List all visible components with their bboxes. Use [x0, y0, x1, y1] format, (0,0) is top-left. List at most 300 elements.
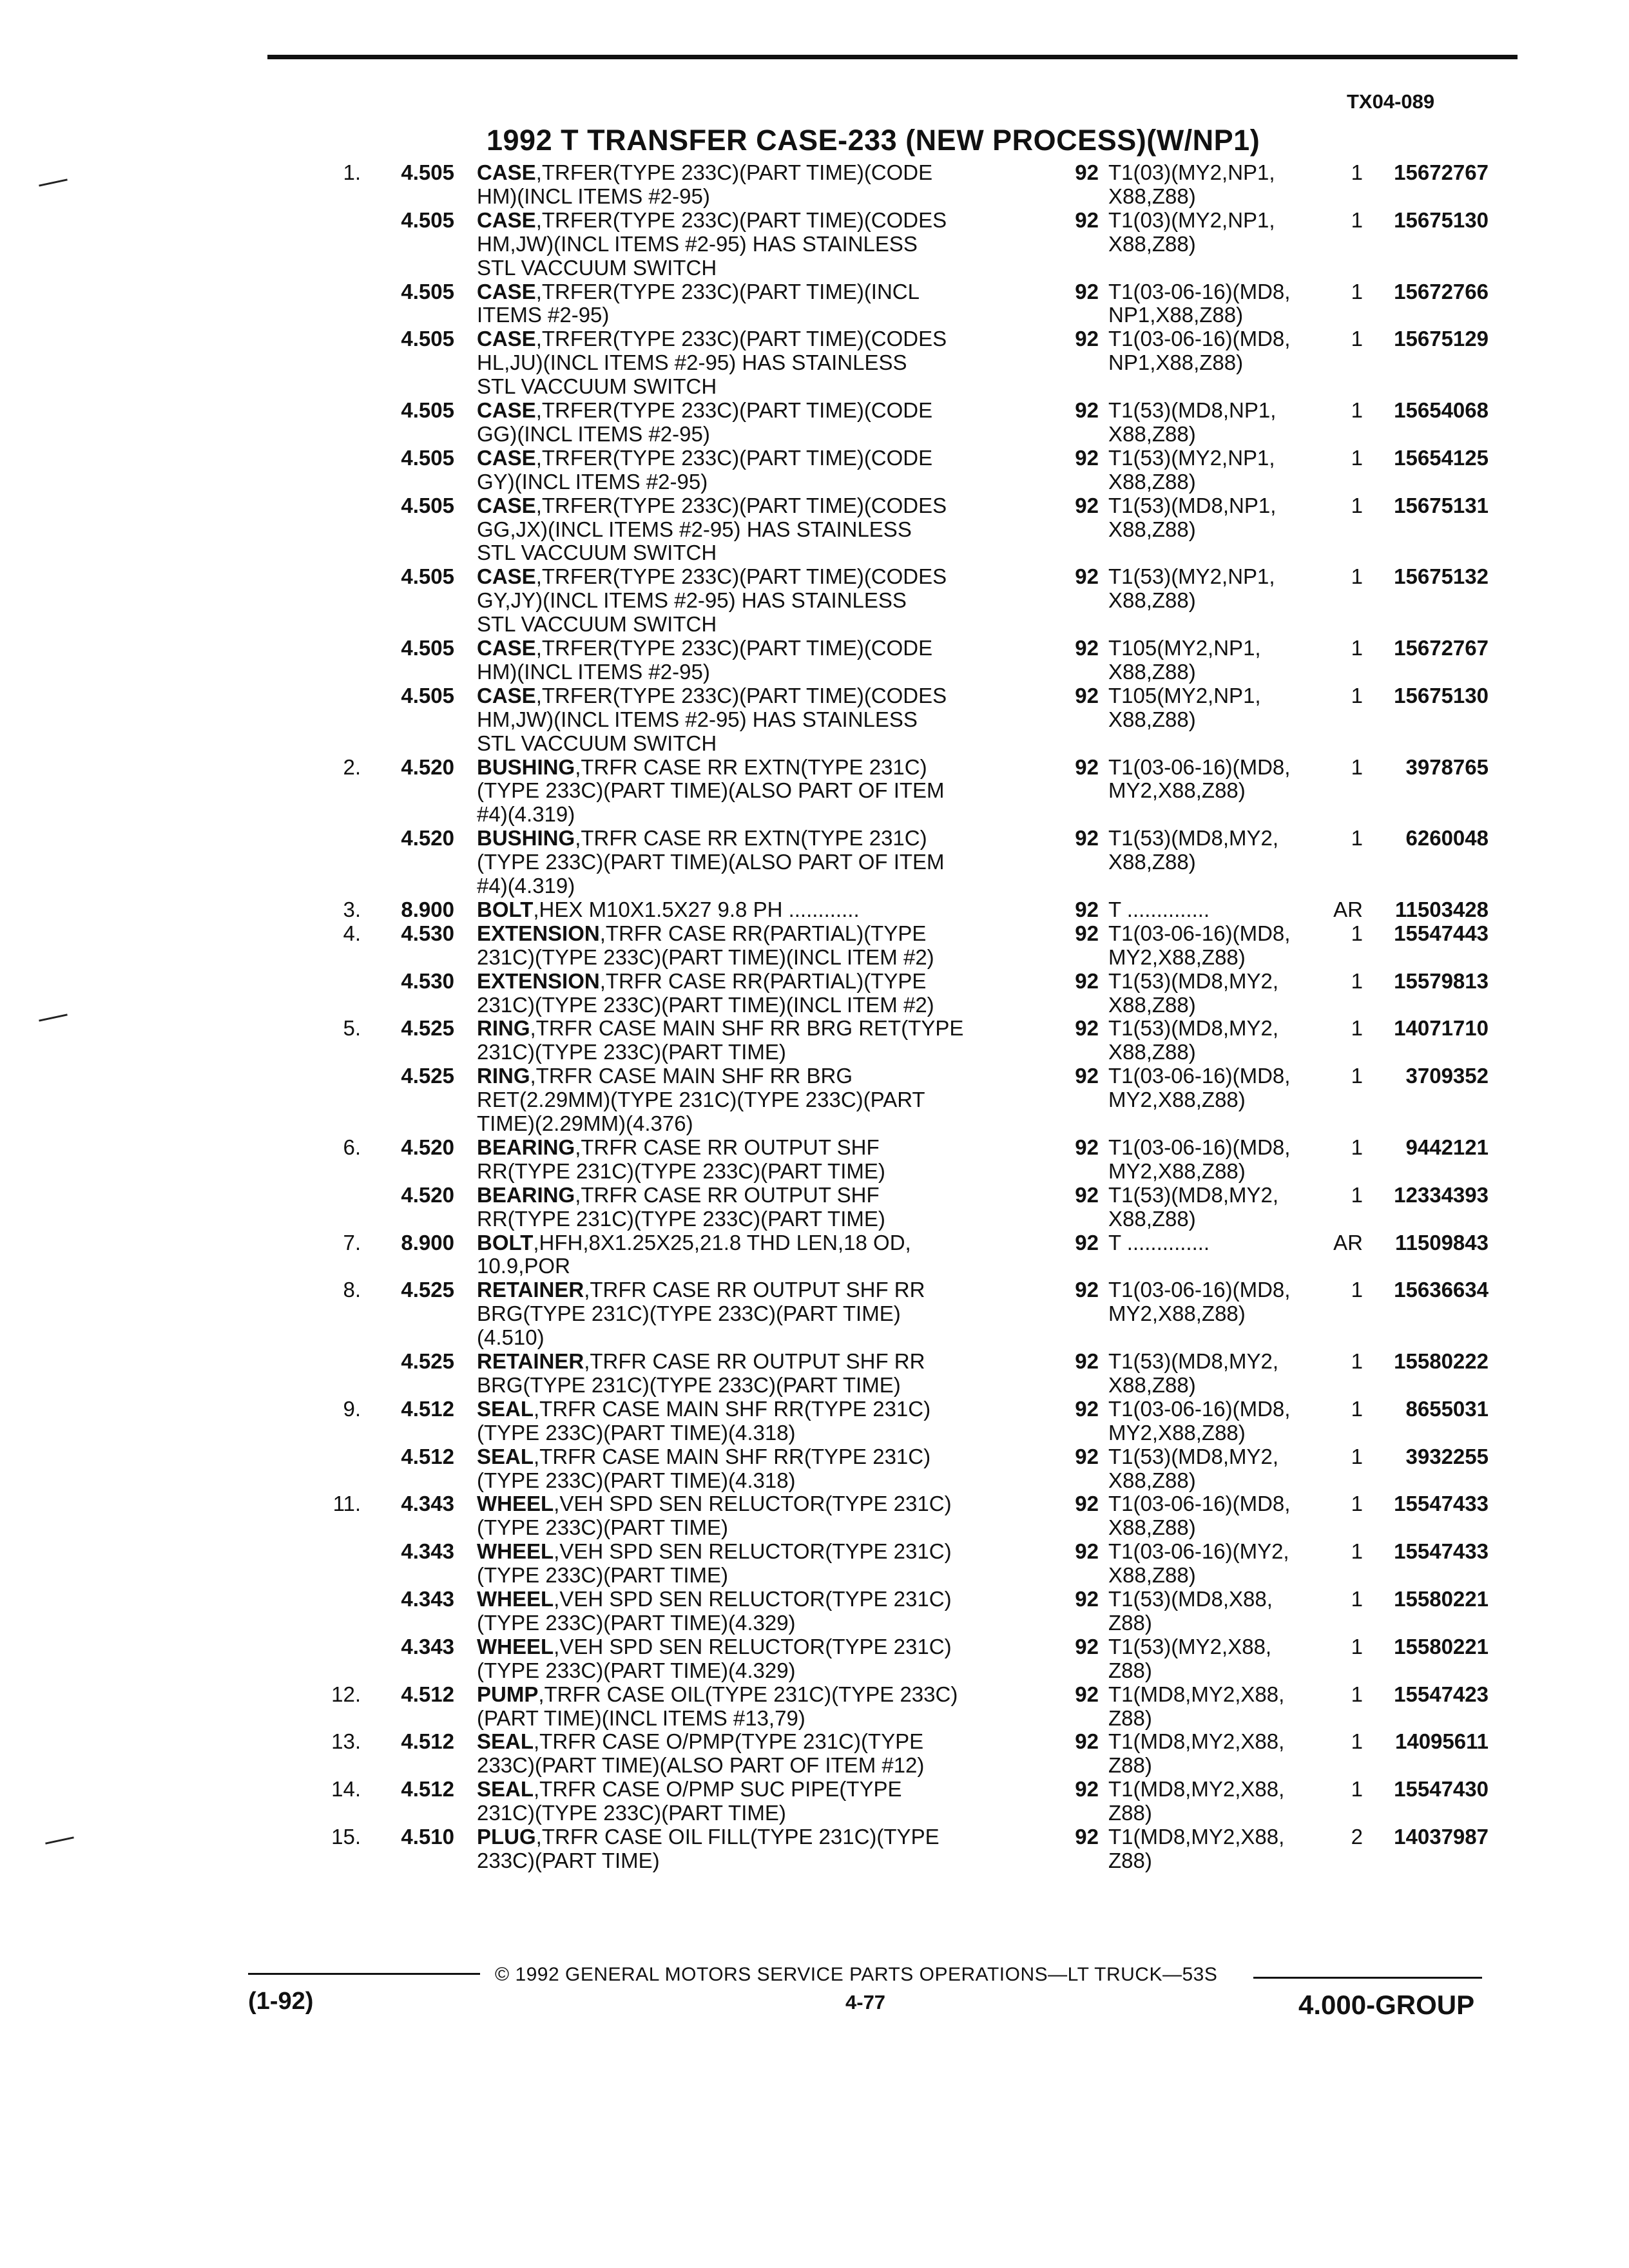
description-text: RR(TYPE 231C)(TYPE 233C)(PART TIME): [477, 1159, 885, 1183]
application: T1(03-06-16)(MD8,: [1108, 1135, 1291, 1159]
group-number: 4.505: [401, 446, 454, 470]
application: T1(53)(MD8,MY2,: [1108, 1183, 1279, 1207]
quantity: 1: [1351, 1682, 1363, 1706]
group-number: 4.343: [401, 1539, 454, 1563]
part-number: 15579813: [1394, 969, 1489, 993]
description: [477, 327, 947, 351]
description-text: (TYPE 233C)(PART TIME)(4.329): [477, 1658, 796, 1682]
description: [477, 1160, 885, 1183]
quantity: 1: [1351, 1729, 1363, 1753]
part-name: SEAL: [477, 1397, 534, 1421]
quantity: 1: [1351, 1349, 1363, 1373]
part-name: WHEEL: [477, 1635, 554, 1658]
application: T1(MD8,MY2,X88,: [1108, 1825, 1285, 1849]
description-text: ,TRFER(TYPE 233C)(PART TIME)(CODE: [535, 636, 933, 660]
description: [477, 1635, 952, 1658]
ref-number: 7.: [343, 1231, 361, 1254]
part-number: 3709352: [1405, 1064, 1489, 1088]
part-number: 15672767: [1394, 160, 1489, 184]
description: [477, 565, 947, 588]
application: T1(53)(MD8,MY2,: [1108, 969, 1279, 993]
application: T1(03-06-16)(MD8,: [1108, 1064, 1291, 1088]
description: [477, 233, 918, 256]
part-name: BOLT: [477, 898, 534, 921]
description-text: ITEMS #2-95): [477, 303, 610, 327]
part-name: CASE: [477, 684, 536, 707]
description-text: ,TRFR CASE RR EXTN(TYPE 231C): [575, 826, 927, 850]
group-number: 4.525: [401, 1064, 454, 1088]
description-text: (PART TIME)(INCL ITEMS #13,79): [477, 1706, 805, 1730]
part-name: CASE: [477, 564, 536, 588]
description: [477, 708, 918, 731]
description-text: GG,JX)(INCL ITEMS #2-95) HAS STAINLESS: [477, 517, 912, 541]
model-year: 92: [1075, 446, 1099, 470]
model-year: 92: [1075, 1682, 1099, 1706]
application: T1(53)(MY2,NP1,: [1108, 446, 1275, 470]
part-number: 3978765: [1405, 755, 1489, 779]
application: Z88): [1108, 1611, 1152, 1635]
application: T1(03)(MY2,NP1,: [1108, 160, 1275, 184]
description: [477, 185, 710, 208]
description-text: ,TRFR CASE O/PMP(TYPE 231C)(TYPE: [534, 1729, 924, 1753]
description: [477, 637, 932, 660]
quantity: 1: [1351, 1397, 1363, 1421]
description: [477, 1302, 901, 1325]
description-text: ,TRFR CASE MAIN SHF RR BRG RET(TYPE: [530, 1016, 964, 1040]
description: [477, 1611, 796, 1635]
quantity: 1: [1351, 208, 1363, 232]
part-name: PUMP: [477, 1682, 539, 1706]
application: Z88): [1108, 1801, 1152, 1825]
group-number: 8.900: [401, 1231, 454, 1254]
description-text: STL VACCUUM SWITCH: [477, 374, 717, 398]
description: [477, 1088, 925, 1111]
group-number: 4.520: [401, 755, 454, 779]
description: [477, 303, 609, 327]
part-number: 9442121: [1405, 1135, 1489, 1159]
part-number: 15672767: [1394, 636, 1489, 660]
group-number: 4.510: [401, 1825, 454, 1849]
description: [477, 1707, 805, 1730]
application: T1(53)(MD8,MY2,: [1108, 1349, 1279, 1373]
model-year: 92: [1075, 1825, 1099, 1849]
model-year: 92: [1075, 1016, 1099, 1040]
description: [477, 161, 932, 184]
group-number: 4.512: [401, 1445, 454, 1468]
part-name: EXTENSION: [477, 921, 600, 945]
model-year: 92: [1075, 826, 1099, 850]
ref-number: 15.: [331, 1825, 361, 1849]
description-text: 231C)(TYPE 233C)(PART TIME): [477, 1040, 786, 1064]
quantity: 1: [1351, 446, 1363, 470]
group-number: 4.505: [401, 327, 454, 351]
description-text: HM)(INCL ITEMS #2-95): [477, 660, 710, 684]
model-year: 92: [1075, 1135, 1099, 1159]
footer-copyright: © 1992 GENERAL MOTORS SERVICE PARTS OPERATIONS—LT TRUCK—53S: [495, 1964, 1218, 1985]
group-number: 4.520: [401, 1183, 454, 1207]
part-number: 15654125: [1394, 446, 1489, 470]
description-text: ,HFH,8X1.25X25,21.8 THD LEN,18 OD,: [533, 1231, 911, 1254]
part-number: 15672766: [1394, 280, 1489, 303]
group-number: 4.505: [401, 398, 454, 422]
description: [477, 375, 717, 398]
description-text: RET(2.29MM)(TYPE 231C)(TYPE 233C)(PART: [477, 1088, 925, 1111]
ref-number: 1.: [343, 160, 361, 184]
application: Z88): [1108, 1706, 1152, 1730]
application: MY2,X88,Z88): [1108, 1421, 1246, 1445]
description: [477, 994, 934, 1017]
model-year: 92: [1075, 1231, 1099, 1254]
margin-mark: [45, 1836, 74, 1844]
description: [477, 1730, 923, 1753]
description: [477, 1064, 853, 1088]
description-text: ,TRFR CASE MAIN SHF RR BRG: [530, 1064, 853, 1088]
quantity: 2: [1351, 1825, 1363, 1849]
part-name: CASE: [477, 160, 536, 184]
description-text: ,VEH SPD SEN RELUCTOR(TYPE 231C): [554, 1539, 952, 1563]
footer-rule-right: [1253, 1977, 1482, 1979]
description: [477, 1659, 796, 1682]
part-number: 15675131: [1394, 494, 1489, 517]
description: [477, 1802, 786, 1825]
description-text: ,TRFR CASE MAIN SHF RR(TYPE 231C): [534, 1445, 931, 1468]
part-name: BEARING: [477, 1183, 575, 1207]
part-number: 15675129: [1394, 327, 1489, 351]
application: NP1,X88,Z88): [1108, 351, 1244, 374]
part-name: RING: [477, 1016, 530, 1040]
part-number: 11503428: [1394, 898, 1489, 921]
part-name: CASE: [477, 636, 536, 660]
application: X88,Z88): [1108, 1515, 1196, 1539]
description: [477, 850, 945, 874]
application: Z88): [1108, 1658, 1152, 1682]
group-number: 4.525: [401, 1349, 454, 1373]
application: T1(03-06-16)(MD8,: [1108, 327, 1291, 351]
group-number: 4.343: [401, 1492, 454, 1515]
quantity: 1: [1351, 280, 1363, 303]
description: [477, 874, 575, 898]
application: T1(53)(MY2,NP1,: [1108, 564, 1275, 588]
description-text: BRG(TYPE 231C)(TYPE 233C)(PART TIME): [477, 1373, 901, 1397]
description: [477, 351, 907, 374]
description-text: (TYPE 233C)(PART TIME)(4.318): [477, 1468, 796, 1492]
description-text: ,TRFER(TYPE 233C)(PART TIME)(CODE: [535, 446, 933, 470]
description-text: (TYPE 233C)(PART TIME)(ALSO PART OF ITEM: [477, 850, 945, 874]
application: MY2,X88,Z88): [1108, 1159, 1246, 1183]
part-number: 15675130: [1394, 684, 1489, 707]
description-text: ,TRFR CASE RR(PARTIAL)(TYPE: [599, 921, 927, 945]
description: [477, 827, 927, 850]
part-name: CASE: [477, 494, 536, 517]
footer-date-code: (1-92): [248, 1988, 314, 2015]
quantity: 1: [1351, 969, 1363, 993]
document-id: TX04-089: [1347, 90, 1435, 113]
description: [477, 1326, 545, 1349]
part-number: 15547433: [1394, 1492, 1489, 1515]
application: MY2,X88,Z88): [1108, 778, 1246, 802]
page-title: 1992 T TRANSFER CASE-233 (NEW PROCESS)(W/NP1): [487, 124, 1260, 157]
application: T ..............: [1108, 1231, 1210, 1254]
group-number: 4.512: [401, 1682, 454, 1706]
part-number: 14095611: [1394, 1729, 1489, 1753]
description: [477, 970, 926, 993]
part-name: BOLT: [477, 1231, 534, 1254]
description-text: ,TRFER(TYPE 233C)(PART TIME)(CODE: [535, 398, 933, 422]
part-number: 8655031: [1405, 1397, 1489, 1421]
model-year: 92: [1075, 636, 1099, 660]
group-number: 4.505: [401, 208, 454, 232]
model-year: 92: [1075, 327, 1099, 351]
description-text: ,TRFER(TYPE 233C)(PART TIME)(INCL: [535, 280, 920, 303]
description: [477, 922, 926, 945]
description: [477, 1421, 796, 1445]
part-number: 15547433: [1394, 1539, 1489, 1563]
description: [477, 1278, 925, 1302]
group-number: 4.512: [401, 1397, 454, 1421]
model-year: 92: [1075, 898, 1099, 921]
description: [477, 1825, 940, 1849]
application: T1(MD8,MY2,X88,: [1108, 1729, 1285, 1753]
part-name: WHEEL: [477, 1539, 554, 1563]
application: X88,Z88): [1108, 660, 1196, 684]
description-text: ,TRFER(TYPE 233C)(PART TIME)(CODES: [535, 494, 947, 517]
description-text: ,HEX M10X1.5X27 9.8 PH ............: [533, 898, 860, 921]
description-text: ,TRFER(TYPE 233C)(PART TIME)(CODES: [535, 208, 947, 232]
part-name: CASE: [477, 446, 536, 470]
description-text: (TYPE 233C)(PART TIME)(4.329): [477, 1611, 796, 1635]
quantity: 1: [1351, 564, 1363, 588]
group-number: 8.900: [401, 898, 454, 921]
application: X88,Z88): [1108, 1373, 1196, 1397]
description: [477, 518, 912, 541]
ref-number: 6.: [343, 1135, 361, 1159]
model-year: 92: [1075, 755, 1099, 779]
ref-number: 5.: [343, 1016, 361, 1040]
quantity: 1: [1351, 1278, 1363, 1302]
part-number: 15675132: [1394, 564, 1489, 588]
ref-number: 2.: [343, 755, 361, 779]
application: T1(MD8,MY2,X88,: [1108, 1682, 1285, 1706]
description: [477, 256, 717, 280]
application: T105(MY2,NP1,: [1108, 636, 1261, 660]
description: [477, 1754, 924, 1777]
application: X88,Z88): [1108, 517, 1196, 541]
application: T1(03-06-16)(MD8,: [1108, 755, 1291, 779]
margin-mark: [39, 1014, 68, 1021]
application: Z88): [1108, 1753, 1152, 1777]
model-year: 92: [1075, 1539, 1099, 1563]
part-name: RETAINER: [477, 1278, 584, 1302]
description-text: 233C)(PART TIME): [477, 1849, 660, 1872]
group-number: 4.505: [401, 636, 454, 660]
part-number: 15580221: [1394, 1587, 1489, 1611]
application: T1(53)(MD8,MY2,: [1108, 826, 1279, 850]
description: [477, 1564, 728, 1587]
description: [477, 898, 860, 921]
application: MY2,X88,Z88): [1108, 1302, 1246, 1325]
quantity: 1: [1351, 1635, 1363, 1658]
description-text: (TYPE 233C)(PART TIME): [477, 1563, 728, 1587]
quantity: 1: [1351, 1016, 1363, 1040]
application: T1(53)(MY2,X88,: [1108, 1635, 1272, 1658]
application: T1(03-06-16)(MD8,: [1108, 1397, 1291, 1421]
description: [477, 423, 710, 446]
part-number: 15675130: [1394, 208, 1489, 232]
part-name: CASE: [477, 398, 536, 422]
application: T1(53)(MD8,X88,: [1108, 1587, 1273, 1611]
application: T1(03-06-16)(MD8,: [1108, 280, 1291, 303]
model-year: 92: [1075, 1777, 1099, 1801]
description: [477, 494, 947, 517]
model-year: 92: [1075, 1492, 1099, 1515]
description-text: STL VACCUUM SWITCH: [477, 541, 717, 564]
description: [477, 1398, 930, 1421]
description-text: ,TRFR CASE OIL(TYPE 231C)(TYPE 233C): [538, 1682, 958, 1706]
description-text: (TYPE 233C)(PART TIME)(4.318): [477, 1421, 796, 1445]
quantity: 1: [1351, 494, 1363, 517]
description: [477, 209, 947, 232]
description: [477, 280, 920, 303]
application: T1(53)(MD8,MY2,: [1108, 1445, 1279, 1468]
part-number: 6260048: [1405, 826, 1489, 850]
description-text: ,TRFR CASE OIL FILL(TYPE 231C)(TYPE: [535, 1825, 940, 1849]
quantity: 1: [1351, 1064, 1363, 1088]
group-number: 4.505: [401, 160, 454, 184]
group-number: 4.505: [401, 280, 454, 303]
group-number: 4.520: [401, 1135, 454, 1159]
description-text: STL VACCUUM SWITCH: [477, 256, 717, 280]
ref-number: 13.: [331, 1729, 361, 1753]
part-number: 15547430: [1394, 1777, 1489, 1801]
application: T ..............: [1108, 898, 1210, 921]
model-year: 92: [1075, 1064, 1099, 1088]
description-text: (TYPE 233C)(PART TIME)(ALSO PART OF ITEM: [477, 778, 945, 802]
description: [477, 779, 945, 802]
top-rule: [267, 55, 1518, 59]
description-text: ,TRFER(TYPE 233C)(PART TIME)(CODES: [535, 684, 947, 707]
application: T1(MD8,MY2,X88,: [1108, 1777, 1285, 1801]
description: [477, 1445, 930, 1468]
description-text: (TYPE 233C)(PART TIME): [477, 1515, 728, 1539]
part-name: CASE: [477, 208, 536, 232]
part-name: PLUG: [477, 1825, 536, 1849]
description-text: ,TRFR CASE RR(PARTIAL)(TYPE: [599, 969, 927, 993]
application: MY2,X88,Z88): [1108, 1088, 1246, 1111]
model-year: 92: [1075, 1587, 1099, 1611]
model-year: 92: [1075, 969, 1099, 993]
quantity: 1: [1351, 1135, 1363, 1159]
description: [477, 447, 932, 470]
application: T105(MY2,NP1,: [1108, 684, 1261, 707]
description-text: #4)(4.319): [477, 802, 575, 826]
description: [477, 1516, 728, 1539]
application: Z88): [1108, 1849, 1152, 1872]
part-name: CASE: [477, 327, 536, 351]
group-number: 4.505: [401, 684, 454, 707]
description-text: 231C)(TYPE 233C)(PART TIME)(INCL ITEM #2): [477, 945, 934, 969]
group-number: 4.343: [401, 1635, 454, 1658]
model-year: 92: [1075, 280, 1099, 303]
part-number: 15547423: [1394, 1682, 1489, 1706]
part-number: 11509843: [1394, 1231, 1489, 1254]
model-year: 92: [1075, 1635, 1099, 1658]
application: MY2,X88,Z88): [1108, 945, 1246, 969]
part-name: BEARING: [477, 1135, 575, 1159]
quantity: 1: [1351, 826, 1363, 850]
application: T1(53)(MD8,NP1,: [1108, 398, 1277, 422]
part-name: WHEEL: [477, 1492, 554, 1515]
quantity: 1: [1351, 1777, 1363, 1801]
description-text: RR(TYPE 231C)(TYPE 233C)(PART TIME): [477, 1207, 885, 1231]
description-text: (4.510): [477, 1325, 545, 1349]
description: [477, 1492, 952, 1515]
application: T1(03-06-16)(MD8,: [1108, 921, 1291, 945]
description-text: ,TRFR CASE RR EXTN(TYPE 231C): [575, 755, 927, 779]
application: X88,Z88): [1108, 470, 1196, 494]
group-number: 4.525: [401, 1278, 454, 1302]
description-text: 231C)(TYPE 233C)(PART TIME): [477, 1801, 786, 1825]
ref-number: 8.: [343, 1278, 361, 1302]
group-number: 4.530: [401, 969, 454, 993]
quantity: 1: [1351, 755, 1363, 779]
quantity: 1: [1351, 1587, 1363, 1611]
model-year: 92: [1075, 921, 1099, 945]
description-text: ,TRFR CASE MAIN SHF RR(TYPE 231C): [534, 1397, 931, 1421]
description: [477, 684, 947, 707]
ref-number: 14.: [331, 1777, 361, 1801]
description: [477, 1374, 901, 1397]
quantity: 1: [1351, 1445, 1363, 1468]
part-name: RETAINER: [477, 1349, 584, 1373]
application: T1(03-06-16)(MY2,: [1108, 1539, 1289, 1563]
description-text: ,TRFER(TYPE 233C)(PART TIME)(CODE: [535, 160, 933, 184]
part-number: 14037987: [1394, 1825, 1489, 1849]
part-number: 12334393: [1394, 1183, 1489, 1207]
quantity: 1: [1351, 684, 1363, 707]
application: T1(53)(MD8,MY2,: [1108, 1016, 1279, 1040]
description: [477, 1041, 786, 1064]
description: [477, 1207, 885, 1231]
description: [477, 1849, 660, 1872]
description: [477, 1469, 796, 1492]
group-number: 4.530: [401, 921, 454, 945]
quantity: 1: [1351, 327, 1363, 351]
model-year: 92: [1075, 208, 1099, 232]
application: X88,Z88): [1108, 707, 1196, 731]
description-text: ,TRFER(TYPE 233C)(PART TIME)(CODES: [535, 327, 947, 351]
description-text: ,VEH SPD SEN RELUCTOR(TYPE 231C): [554, 1587, 952, 1611]
description: [477, 1112, 693, 1135]
description: [477, 946, 934, 969]
group-number: 4.512: [401, 1729, 454, 1753]
application: X88,Z88): [1108, 422, 1196, 446]
description: [477, 1350, 925, 1373]
description-text: ,VEH SPD SEN RELUCTOR(TYPE 231C): [554, 1492, 952, 1515]
description: [477, 803, 575, 826]
application: T1(53)(MD8,NP1,: [1108, 494, 1277, 517]
part-name: SEAL: [477, 1777, 534, 1801]
quantity: 1: [1351, 1183, 1363, 1207]
ref-number: 4.: [343, 921, 361, 945]
margin-mark: [39, 178, 68, 186]
quantity: 1: [1351, 1492, 1363, 1515]
model-year: 92: [1075, 1183, 1099, 1207]
application: X88,Z88): [1108, 850, 1196, 874]
part-number: 15636634: [1394, 1278, 1489, 1302]
application: T1(03)(MY2,NP1,: [1108, 208, 1275, 232]
part-number: 15654068: [1394, 398, 1489, 422]
ref-number: 9.: [343, 1397, 361, 1421]
